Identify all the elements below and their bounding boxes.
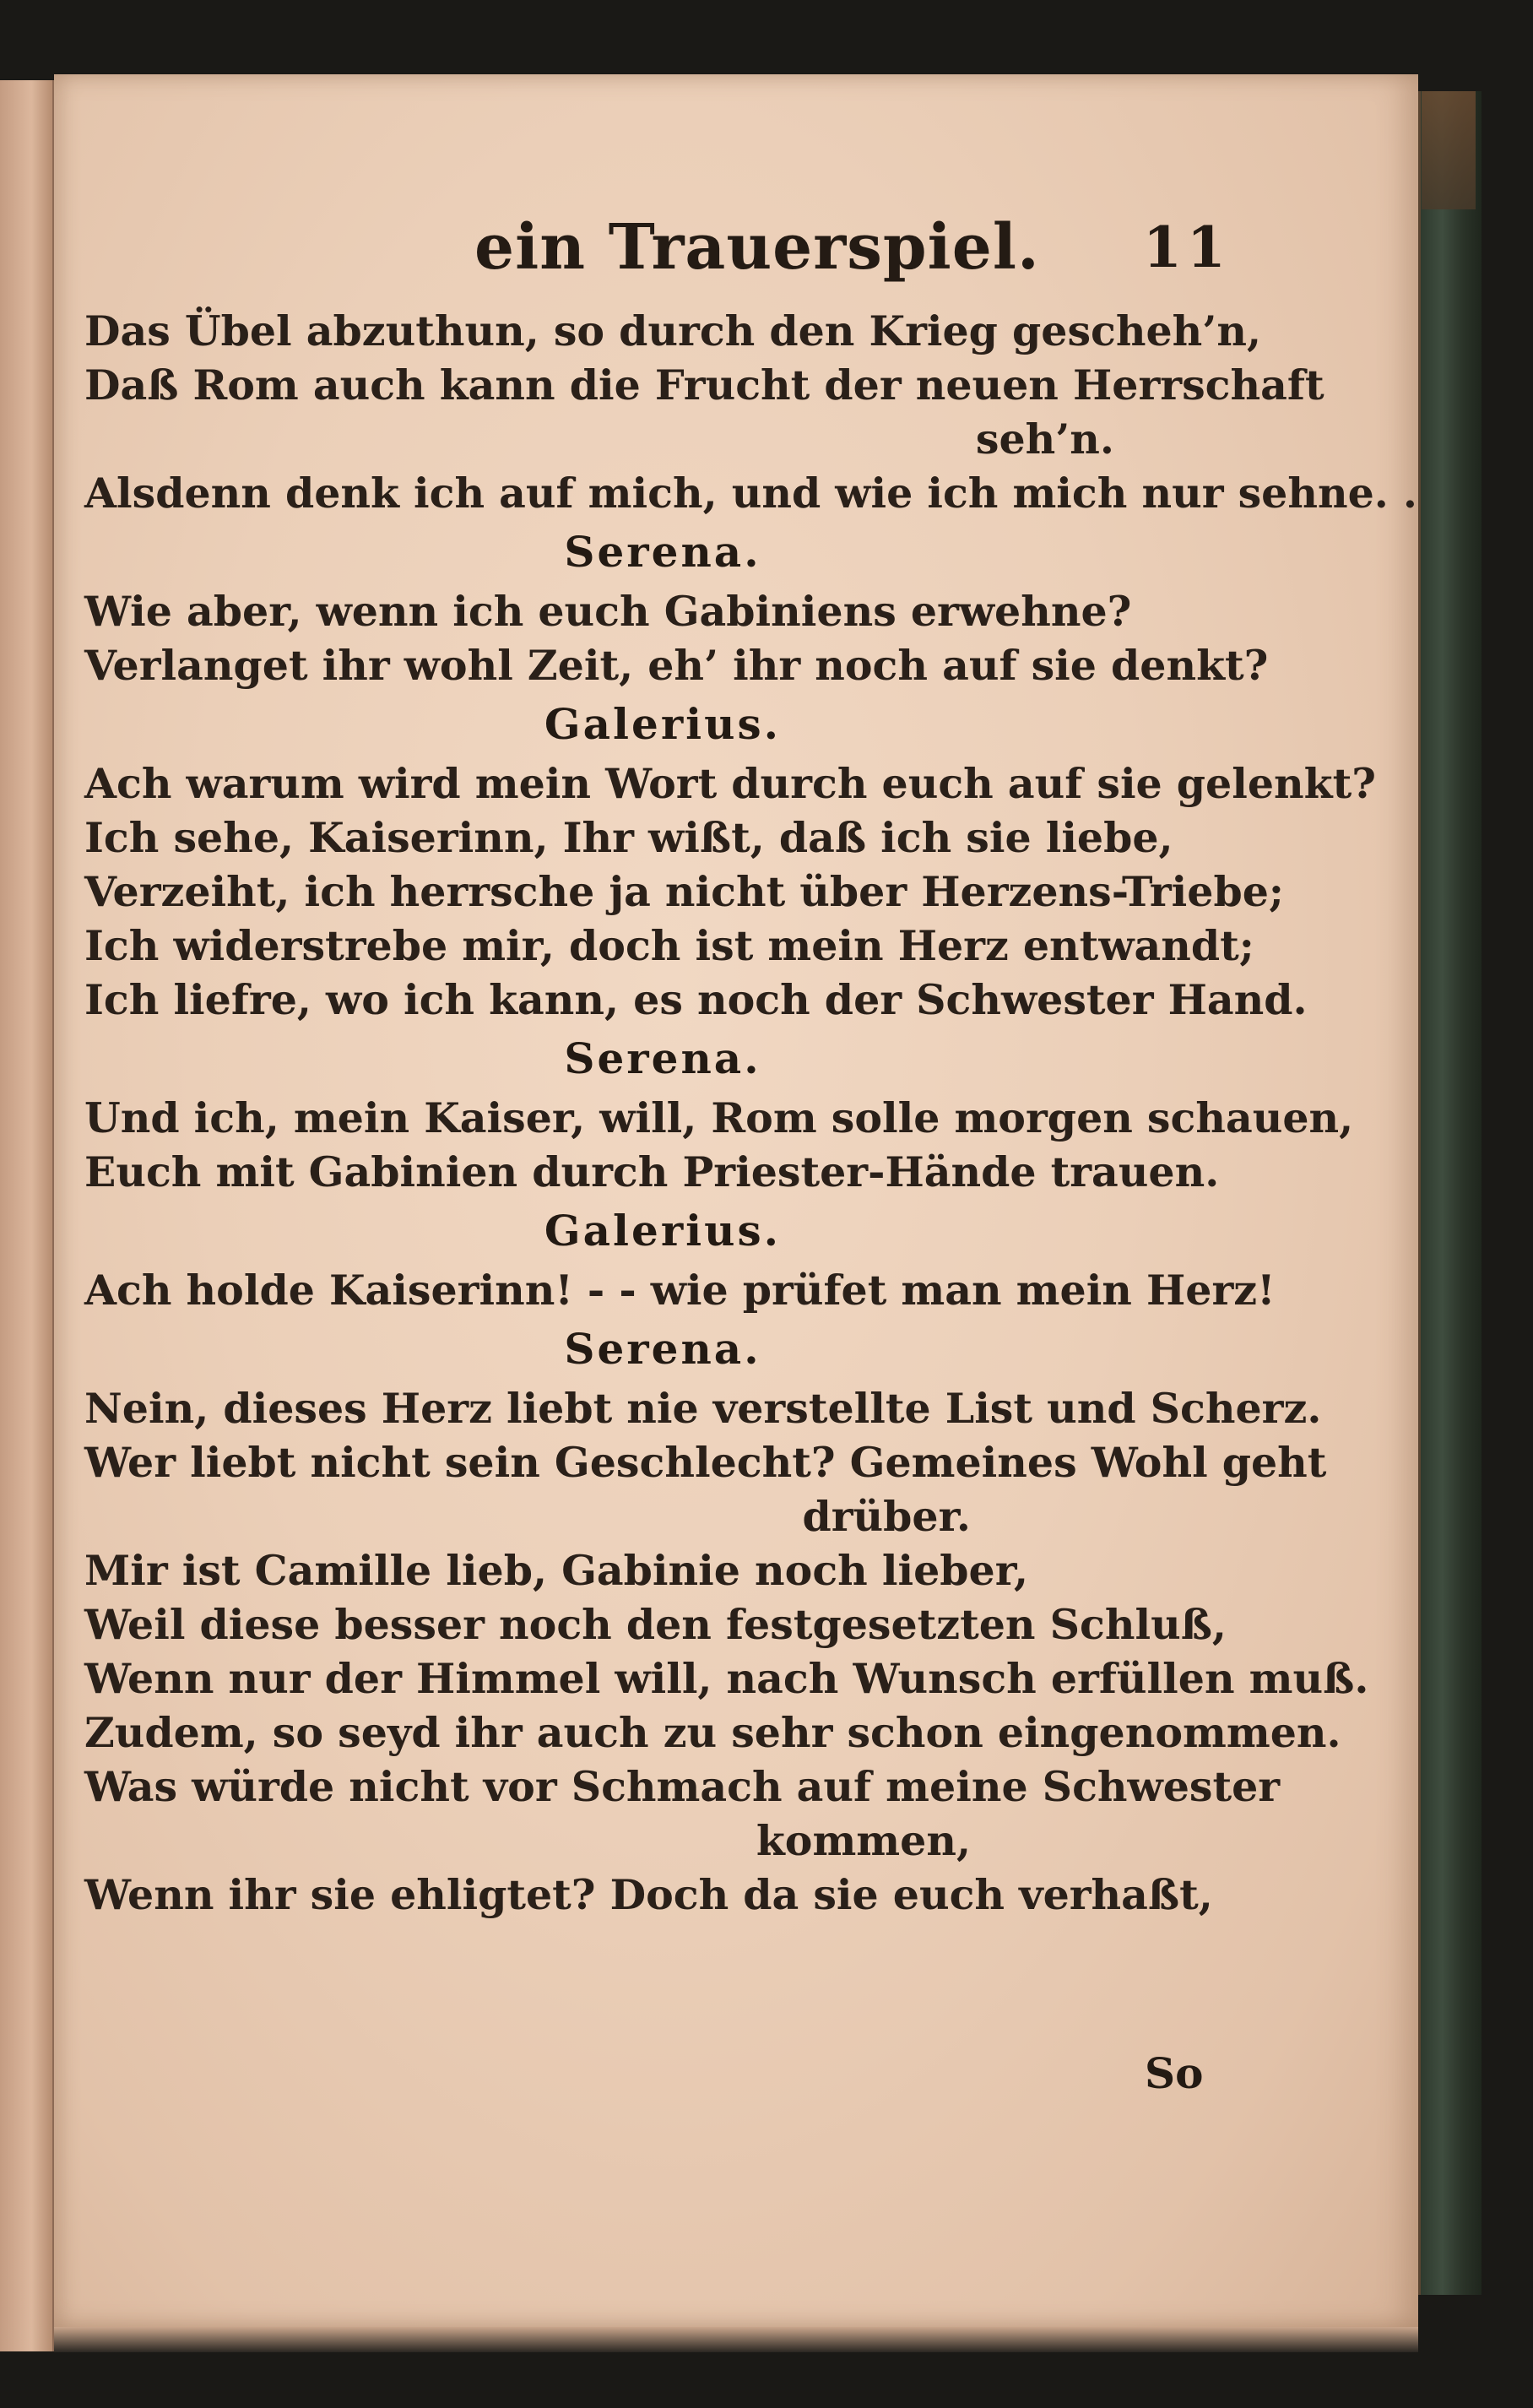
book-spine [1418,91,1482,2295]
verse-line: Daß Rom auch kann die Frucht der neuen Herrschaft [84,361,1324,409]
verse-line: Weil diese besser noch den festgesetzten Schluß, [84,1600,1227,1649]
verse-line: Ich sehe, Kaiserinn, Ihr wißt, daß ich sie liebe, [84,813,1173,862]
verse-turnover: kommen, [756,1816,971,1865]
running-title: ein Trauerspiel. [474,211,1040,284]
verse-line: Was würde nicht vor Schmach auf meine Schwester [84,1762,1281,1811]
verse-line: Verzeiht, ich herrsche ja nicht über Herzens-Triebe; [84,867,1284,916]
verse-turnover: drüber. [802,1492,971,1541]
verse-line: Verlanget ihr wohl Zeit, eh’ ihr noch auf sie denkt? [84,641,1269,690]
verse-line: Ach warum wird mein Wort durch euch auf sie gelenkt? [84,759,1376,808]
verse-line: Wenn nur der Himmel will, nach Wunsch erfüllen muß. [84,1654,1369,1703]
verse-line: Das Übel abzuthun, so durch den Krieg gescheh’n, [84,306,1262,355]
verse-line: Nein, dieses Herz liebt nie verstellte List und Scherz. [84,1384,1322,1433]
page-number: 11 [1143,214,1231,280]
spine-wear [1422,91,1476,209]
speaker-name: Galerius. [544,699,782,749]
verse-line: Ich liefre, wo ich kann, es noch der Schwester Hand. [84,975,1308,1024]
verse-line: Ach holde Kaiserinn! - - wie prüfet man mein Herz! [84,1266,1276,1315]
speaker-name: Serena. [564,1324,761,1374]
speaker-name: Galerius. [544,1206,782,1256]
verse-line: Wenn ihr sie ehligtet? Doch da sie euch verhaßt, [84,1870,1213,1919]
page-bottom-edge [54,2327,1418,2352]
verse-line: Alsdenn denk ich auf mich, und wie ich mich nur sehne. . [84,469,1417,518]
verse-line: Wie aber, wenn ich euch Gabiniens erwehne? [84,587,1132,636]
catchword: So [1145,2048,1204,2098]
running-head [54,211,1418,287]
verse-text-block [84,304,1417,1922]
verse-line: Euch mit Gabinien durch Priester-Hände trauen. [84,1147,1220,1196]
facing-page-edge [0,80,54,2351]
verse-turnover: seh’n. [975,415,1114,464]
verse-line: Ich widerstrebe mir, doch ist mein Herz entwandt; [84,921,1254,970]
verse-line: Zudem, so seyd ihr auch zu sehr schon eingenommen. [84,1708,1341,1757]
speaker-name: Serena. [564,1033,761,1083]
speaker-name: Serena. [564,527,761,577]
verse-line: Mir ist Camille lieb, Gabinie noch lieber, [84,1546,1029,1595]
verse-line: Wer liebt nicht sein Geschlecht? Gemeines Wohl geht [84,1438,1327,1487]
verse-line: Und ich, mein Kaiser, will, Rom solle morgen schauen, [84,1093,1354,1142]
